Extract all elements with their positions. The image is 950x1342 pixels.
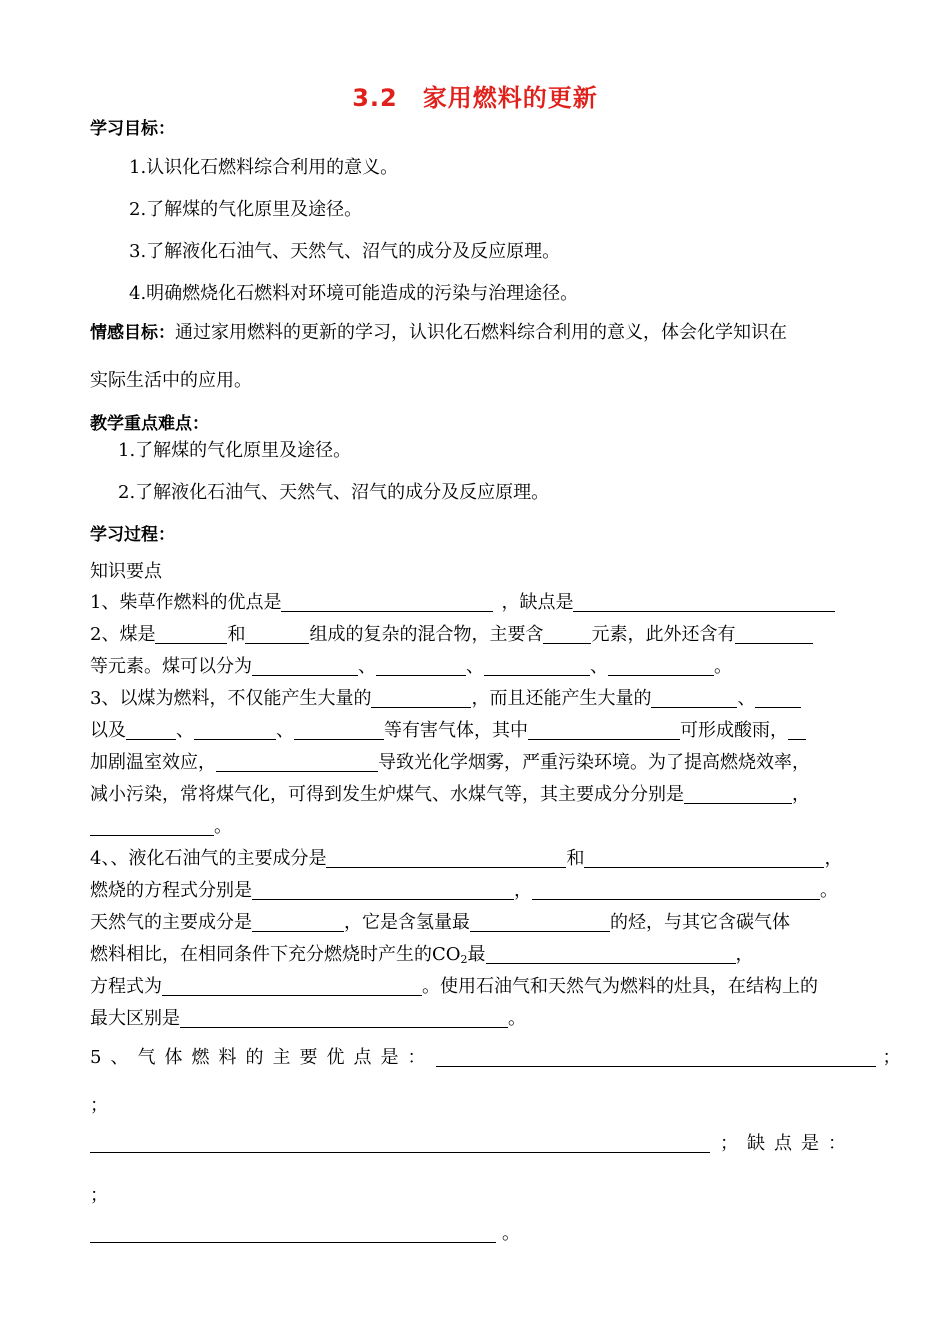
- q3-text: 以及: [90, 720, 126, 741]
- blank[interactable]: [684, 783, 792, 804]
- objective-item: 1.认识化石燃料综合利用的意义。: [129, 157, 399, 178]
- q5-text: ；缺点是：: [720, 1133, 855, 1154]
- q5-semi: ；: [882, 1047, 901, 1068]
- question-2-cont: [90, 655, 732, 679]
- question-3-cont: [90, 719, 806, 743]
- question-4-cont: [90, 975, 818, 999]
- keypoint-item: 1.了解煤的气化原里及途径。: [118, 440, 352, 461]
- q2-text: 等元素。煤可以分为: [90, 656, 252, 677]
- blank[interactable]: [252, 911, 344, 932]
- q5-semi: ；: [90, 1095, 108, 1116]
- objectives-heading: 学习目标：: [90, 119, 175, 139]
- q3-text: 等有害气体，其中: [384, 720, 528, 741]
- blank[interactable]: [252, 655, 358, 676]
- blank[interactable]: [216, 751, 378, 772]
- question-5: [90, 1046, 900, 1070]
- blank[interactable]: [755, 687, 801, 708]
- q2-text: 组成的复杂的混合物，主要含: [309, 624, 544, 645]
- question-3-cont: [90, 751, 810, 775]
- blank[interactable]: [376, 655, 466, 676]
- question-4-cont: [90, 911, 790, 935]
- question-5-cont: [90, 1222, 520, 1246]
- blank[interactable]: [788, 719, 806, 740]
- q5-end: 。: [502, 1223, 520, 1244]
- co2-subscript: 2: [460, 953, 468, 966]
- emotion-text: 通过家用燃料的更新的学习，认识化石燃料综合利用的意义，体会化学知识在: [175, 322, 787, 343]
- q2-end: 。: [714, 656, 732, 677]
- q4-comma: ，: [735, 944, 754, 965]
- q4-text: 4、、液化石油气的主要成分是: [90, 848, 327, 869]
- blank[interactable]: [484, 655, 590, 676]
- emotion-heading: 情感目标：: [90, 323, 175, 343]
- blank[interactable]: [528, 719, 680, 740]
- blank[interactable]: [543, 623, 591, 644]
- q1-text: ，缺点是: [501, 592, 574, 613]
- q4-text: 方程式为: [90, 976, 162, 997]
- q5-semi: ；: [90, 1185, 108, 1206]
- question-3: [90, 687, 801, 711]
- q3-text: 减小污染，常将煤气化，可得到发生炉煤气、水煤气等，其主要成分分别是: [90, 784, 684, 805]
- q4-end: 。: [820, 880, 838, 901]
- keypoints-heading: 教学重点难点：: [90, 414, 209, 434]
- blank[interactable]: [326, 847, 566, 868]
- q4-comma: ，: [514, 880, 532, 901]
- q4-text: 天然气的主要成分是: [90, 912, 252, 933]
- blank[interactable]: [532, 879, 820, 900]
- q3-sep: 、: [176, 720, 194, 741]
- q3-text: 3、以煤为燃料，不仅能产生大量的: [90, 688, 372, 709]
- q4-text: 燃烧的方程式分别是: [90, 880, 252, 901]
- keypoint-item: 2.了解液化石油气、天然气、沼气的成分及反应原理。: [118, 482, 550, 503]
- blank[interactable]: [90, 1132, 710, 1153]
- blank[interactable]: [252, 879, 514, 900]
- question-4: [90, 847, 842, 871]
- process-heading: 学习过程：: [90, 525, 175, 545]
- objective-item: 2.了解煤的气化原里及途径。: [129, 199, 363, 220]
- q4-text: 的烃，与其它含碳气体: [610, 912, 790, 933]
- objective-item: 4.明确燃烧化石燃料对环境可能造成的污染与治理途径。: [129, 283, 579, 304]
- question-2: [90, 623, 813, 647]
- q4-comma: ，: [824, 848, 843, 869]
- q3-text: 加剧温室效应，: [90, 752, 216, 773]
- q4-text: 燃料相比，在相同条件下充分燃烧时产生的CO: [90, 944, 461, 965]
- blank[interactable]: [245, 623, 309, 644]
- blank[interactable]: [735, 623, 813, 644]
- emotion-paragraph: [90, 321, 787, 345]
- q3-sep: 、: [737, 688, 756, 709]
- blank[interactable]: [486, 943, 736, 964]
- question-4-cont: [90, 879, 838, 903]
- question-3-cont: [90, 783, 810, 807]
- blank[interactable]: [573, 591, 835, 612]
- q3-text: ，而且还能产生大量的: [471, 688, 652, 709]
- blank[interactable]: [584, 847, 824, 868]
- blank[interactable]: [294, 719, 384, 740]
- page-title: 3.2 家用燃料的更新: [352, 84, 598, 112]
- question-5-cont: [90, 1132, 855, 1156]
- blank[interactable]: [162, 975, 422, 996]
- blank[interactable]: [281, 591, 493, 612]
- blank[interactable]: [651, 687, 737, 708]
- process-subheading: 知识要点: [90, 561, 162, 582]
- q4-text: 最大区别是: [90, 1008, 180, 1029]
- q3-comma: ，: [792, 784, 810, 805]
- q3-text: 导致光化学烟雾，严重污染环境。为了提高燃烧效率，: [378, 752, 810, 773]
- q2-text: 2、煤是: [90, 624, 156, 645]
- q2-sep: 、: [590, 656, 608, 677]
- question-4-cont: [90, 1007, 526, 1031]
- q4-text: 和: [566, 848, 585, 869]
- blank[interactable]: [470, 911, 610, 932]
- objective-item: 3.了解液化石油气、天然气、沼气的成分及反应原理。: [129, 241, 561, 262]
- blank[interactable]: [180, 1007, 508, 1028]
- q4-end: 。: [508, 1008, 526, 1029]
- q4-text: ，它是含氢量最: [344, 912, 470, 933]
- q3-end: 。: [214, 816, 232, 837]
- question-3-cont: [90, 815, 232, 839]
- blank[interactable]: [436, 1046, 876, 1067]
- q2-text: 元素，此外还含有: [591, 624, 736, 645]
- blank[interactable]: [90, 1222, 496, 1243]
- question-1: [90, 591, 835, 615]
- blank[interactable]: [194, 719, 276, 740]
- emotion-text-cont: 实际生活中的应用。: [90, 370, 252, 391]
- q2-sep: 、: [466, 656, 484, 677]
- q3-sep: 、: [276, 720, 294, 741]
- blank[interactable]: [90, 815, 214, 836]
- q4-text: 。使用石油气和天然气为燃料的灶具，在结构上的: [422, 976, 818, 997]
- q1-text: 1、柴草作燃料的优点是: [90, 592, 282, 613]
- q2-text: 和: [227, 624, 246, 645]
- question-4-cont: [90, 943, 754, 972]
- blank[interactable]: [371, 687, 471, 708]
- blank[interactable]: [126, 719, 176, 740]
- q2-sep: 、: [358, 656, 376, 677]
- blank[interactable]: [608, 655, 714, 676]
- q4-text: 最: [467, 944, 486, 965]
- q5-text: 5、气体燃料的主要优点是：: [90, 1047, 435, 1068]
- q3-text: 可形成酸雨，: [680, 720, 788, 741]
- blank[interactable]: [155, 623, 227, 644]
